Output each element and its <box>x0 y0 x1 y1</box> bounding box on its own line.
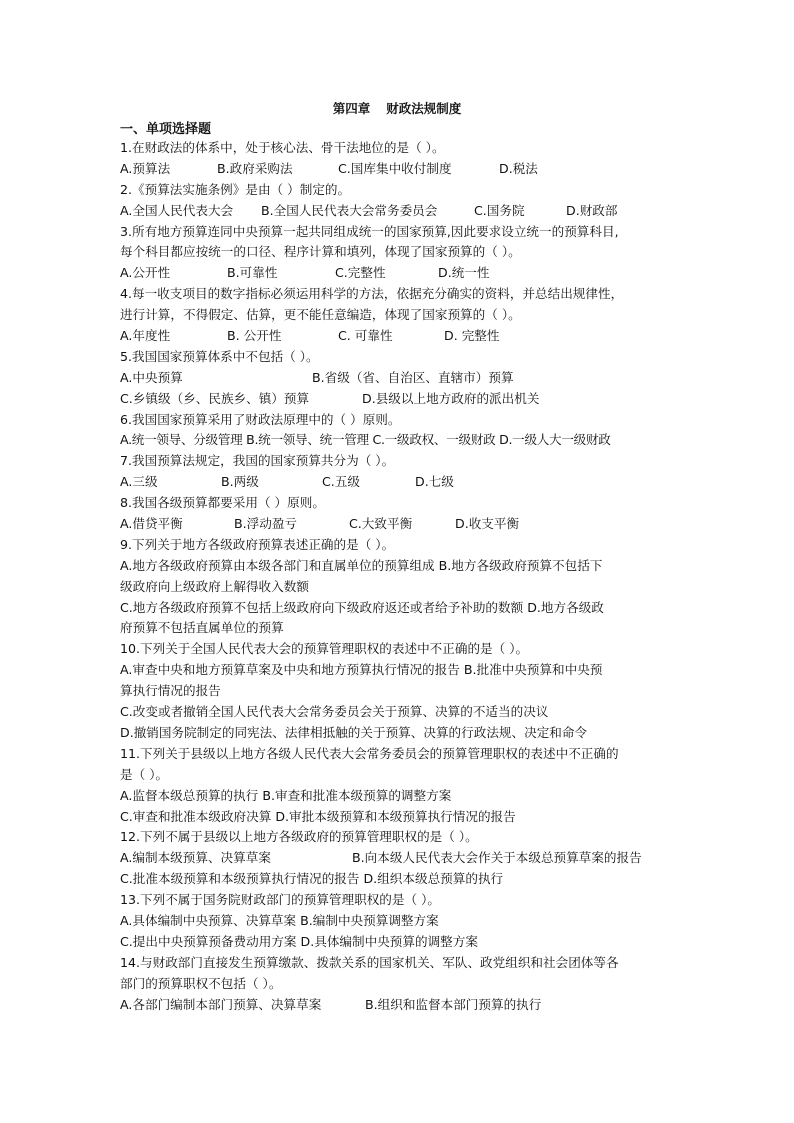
chapter-name: 财政法规制度 <box>386 101 462 116</box>
option: D.收支平衡 <box>455 516 520 532</box>
option-line: C.批准本级预算和本级预算执行情况的报告 D.组织本级总预算的执行 <box>120 871 504 887</box>
option: D. 完整性 <box>444 328 500 344</box>
question-3-line-2: 每个科目都应按统一的口径、程序计算和填列，体现了国家预算的（ ）。 <box>120 244 521 260</box>
options-5-ab <box>120 368 678 389</box>
option: C.国库集中收付制度 <box>338 160 452 176</box>
question-8: 8.我国各级预算都要采用（ ）原则。 <box>120 495 325 511</box>
question-14-line-2: 部门的预算职权不包括（ ）。 <box>120 975 282 991</box>
option-line: A.审查中央和地方预算草案及中央和地方预算执行情况的报告 B.批准中央预算和中央预 <box>120 662 603 678</box>
chapter-number: 第四章 <box>332 101 371 116</box>
option: D.税法 <box>499 160 538 176</box>
question-4-line-1: 4.每一收支项目的数字指标必须运用科学的方法，依据充分确实的资料，并总结出规律性， <box>120 286 624 302</box>
question-6: 6.我国国家预算采用了财政法原理中的（ ）原则。 <box>120 411 401 427</box>
question-14-line-1: 14.与财政部门直接发生预算缴款、拨款关系的国家机关、军队、政党组织和社会团体等各 <box>120 954 619 970</box>
option: A.三级 <box>120 474 158 490</box>
question-9: 9.下列关于地方各级政府预算表述正确的是（ ）。 <box>120 536 395 552</box>
question-7: 7.我国预算法规定，我国的国家预算共分为（ ）。 <box>120 453 395 469</box>
question-2: 2.《预算法实施条例》是由（ ）制定的。 <box>120 181 351 197</box>
option: D.财政部 <box>566 202 618 218</box>
option: A.中央预算 <box>120 369 183 385</box>
options-12-ab <box>120 848 678 869</box>
option: C. 可靠性 <box>338 328 393 344</box>
option: C.五级 <box>322 474 360 490</box>
option: A.年度性 <box>120 328 171 344</box>
option: B.省级（省、自治区、直辖市）预算 <box>312 369 514 385</box>
option: B.浮动盈亏 <box>234 516 298 532</box>
option: C.国务院 <box>474 202 525 218</box>
option: B. 公开性 <box>227 328 282 344</box>
option: A.各部门编制本部门预算、决算草案 <box>120 996 322 1012</box>
option: D.县级以上地方政府的派出机关 <box>362 390 540 406</box>
option: B.可靠性 <box>227 265 278 281</box>
option: A.公开性 <box>120 265 171 281</box>
option: A.全国人民代表大会 <box>120 202 234 218</box>
options-14 <box>120 995 678 1016</box>
option: B.向本级人民代表大会作关于本级总预算草案的报告 <box>352 850 642 866</box>
option: C.乡镇级（乡、民族乡、镇）预算 <box>120 390 310 406</box>
question-12: 12.下列不属于县级以上地方各级政府的预算管理职权的是（ ）。 <box>120 829 478 845</box>
option: A.编制本级预算、决算草案 <box>120 850 271 866</box>
option: B.政府采购法 <box>217 160 293 176</box>
option: B.全国人民代表大会常务委员会 <box>261 202 438 218</box>
question-11-line-2: 是（ ）。 <box>120 766 169 782</box>
question-10: 10.下列关于全国人民代表大会的预算管理职权的表述中不正确的是（ ）。 <box>120 641 529 657</box>
option-line: A.监督本级总预算的执行 B.审查和批准本级预算的调整方案 <box>120 787 452 803</box>
options-5-cd <box>120 389 678 410</box>
options-3 <box>120 263 678 284</box>
question-11-line-1: 11.下列关于县级以上地方各级人民代表大会常务委员会的预算管理职权的表述中不正确的 <box>120 745 619 761</box>
option-line: 算执行情况的报告 <box>120 683 221 699</box>
option: A.借贷平衡 <box>120 516 183 532</box>
option: C.完整性 <box>335 265 386 281</box>
chapter-title <box>0 99 794 117</box>
question-4-line-2: 进行计算，不得假定、估算，更不能任意编造，体现了国家预算的（ ）。 <box>120 307 521 323</box>
option-line: D.撤销国务院制定的同宪法、法律相抵触的关于预算、决算的行政法规、决定和命令 <box>120 724 588 740</box>
option: C.大致平衡 <box>349 516 413 532</box>
options-2 <box>120 201 678 222</box>
options-6: A.统一领导、分级管理 B.统一领导、统一管理 C.一级政权、一级财政 D.一级人大一级财政 <box>120 432 611 448</box>
option: D.统一性 <box>438 265 490 281</box>
options-1 <box>120 159 678 180</box>
question-5: 5.我国国家预算体系中不包括（ ）。 <box>120 348 319 364</box>
section-heading: 一、单项选择题 <box>120 122 212 137</box>
options-4 <box>120 326 678 347</box>
option-line: 府预算不包括直属单位的预算 <box>120 620 284 636</box>
option-line: C.提出中央预算预备费动用方案 D.具体编制中央预算的调整方案 <box>120 933 478 949</box>
options-7 <box>120 472 678 493</box>
option: B.两级 <box>221 474 259 490</box>
question-13: 13.下列不属于国务院财政部门的预算管理职权的是（ ）。 <box>120 892 440 908</box>
option: D.七级 <box>415 474 454 490</box>
option-line: A.地方各级政府预算由本级各部门和直属单位的预算组成 B.地方各级政府预算不包括下 <box>120 557 603 573</box>
question-3-line-1: 3.所有地方预算连同中央预算一起共同组成统一的国家预算,因此要求设立统一的预算科目, <box>120 223 619 239</box>
option-line: C.审查和批准本级政府决算 D.审批本级预算和本级预算执行情况的报告 <box>120 808 516 824</box>
option-line: A.具体编制中央预算、决算草案 B.编制中央预算调整方案 <box>120 912 439 928</box>
option-line: 级政府向上级政府上解得收入数额 <box>120 578 309 594</box>
option: B.组织和监督本部门预算的执行 <box>365 996 542 1012</box>
question-list <box>120 138 678 1015</box>
question-1: 1.在财政法的体系中，处于核心法、骨干法地位的是（ ）。 <box>120 140 445 155</box>
options-8 <box>120 514 678 535</box>
option: A.预算法 <box>120 160 171 176</box>
option-line: C.地方各级政府预算不包括上级政府向下级政府返还或者给予补助的数额 D.地方各级政 <box>120 599 604 615</box>
option-line: C.改变或者撤销全国人民代表大会常务委员会关于预算、决算的不适当的决议 <box>120 704 549 720</box>
